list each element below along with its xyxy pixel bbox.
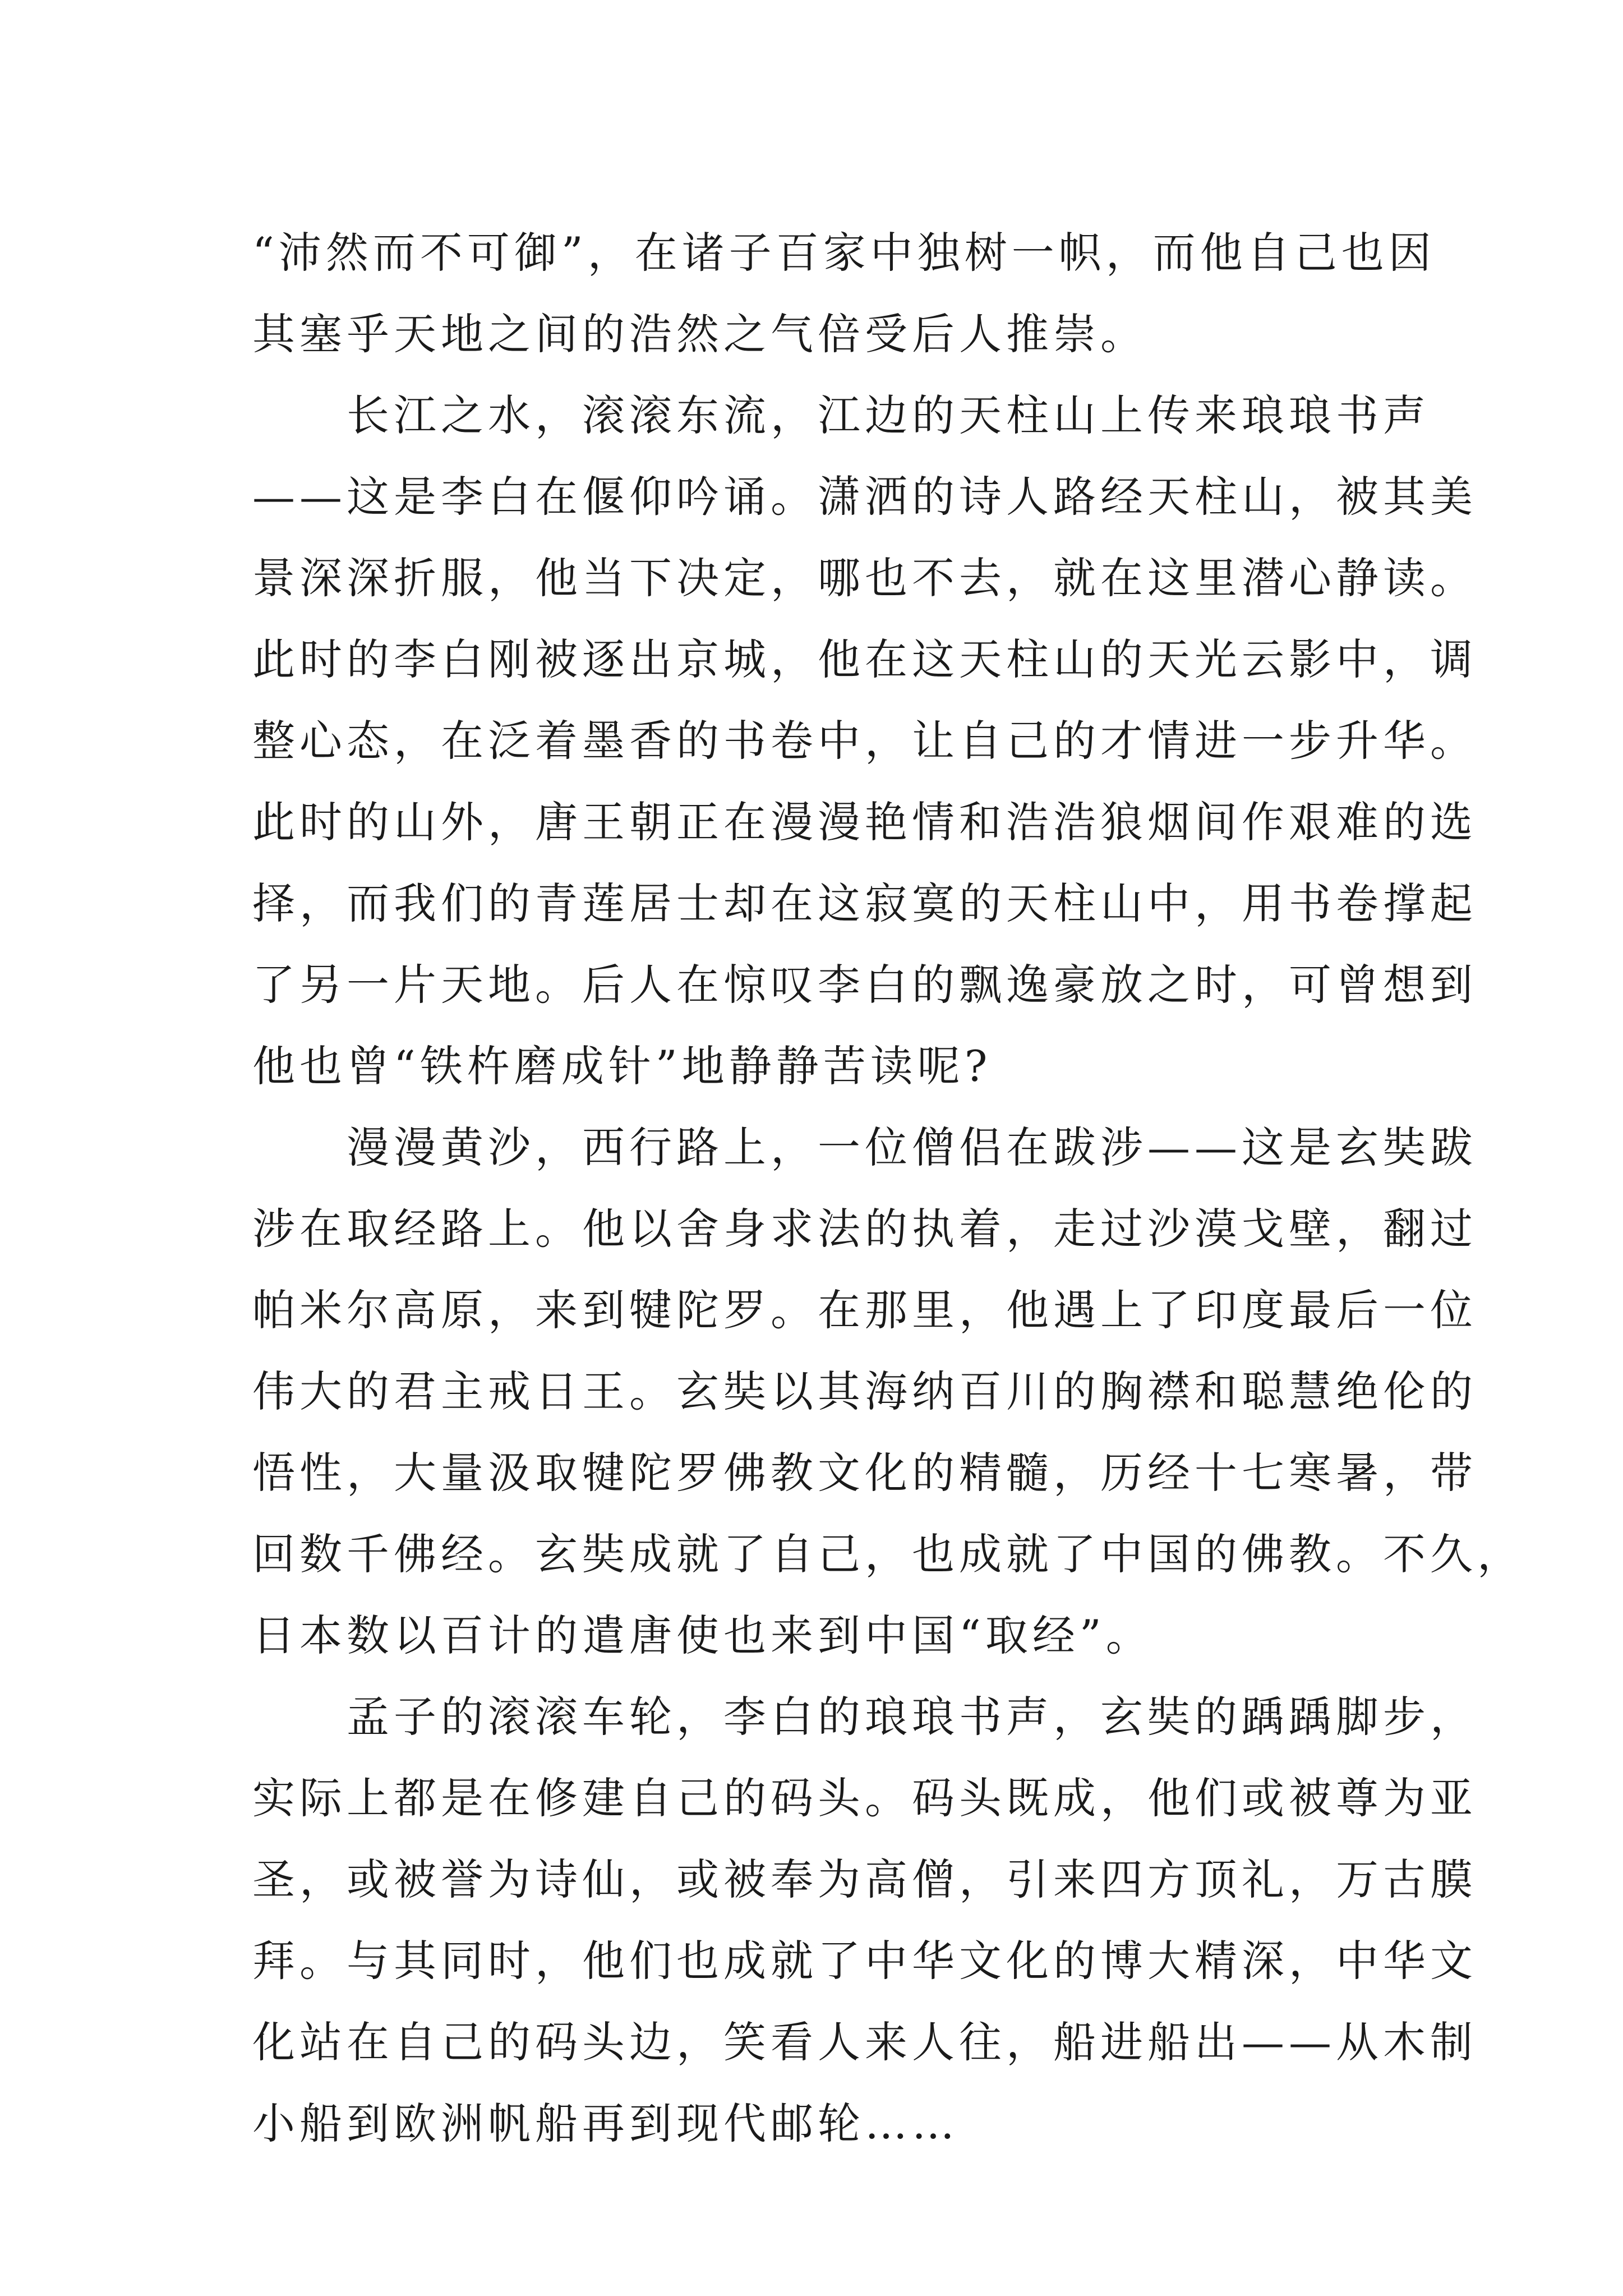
text-line: 整心态，在泛着墨香的书卷中，让自己的才情进一步升华。 (252, 716, 1477, 766)
text-line: 拜。与其同时，他们也成就了中华文化的博大精深，中华文 (252, 1936, 1477, 1986)
text-line: 圣，或被誉为诗仙，或被奉为高僧，引来四方顶礼，万古膜 (252, 1855, 1477, 1904)
text-line: 长江之水，滚滚东流，江边的天柱山上传来琅琅书声 (252, 390, 1430, 440)
text-line: 了另一片天地。后人在惊叹李白的飘逸豪放之时，可曾想到 (252, 960, 1477, 1010)
text-line: ——这是李白在偃仰吟诵。潇洒的诗人路经天柱山，被其美 (252, 472, 1477, 522)
text-line: 景深深折服，他当下决定，哪也不去，就在这里潜心静读。 (252, 553, 1477, 603)
text-line: 此时的山外，唐王朝正在漫漫艳情和浩浩狼烟间作艰难的选 (252, 797, 1477, 847)
text-line: 伟大的君主戒日王。玄奘以其海纳百川的胸襟和聪慧绝伦的 (252, 1366, 1477, 1416)
text-line: 悟性，大量汲取犍陀罗佛教文化的精髓，历经十七寒暑，带 (252, 1448, 1477, 1498)
text-line: 漫漫黄沙，西行路上，一位僧侣在跋涉——这是玄奘跋 (252, 1122, 1477, 1172)
text-line: 涉在取经路上。他以舍身求法的执着，走过沙漠戈壁，翻过 (252, 1204, 1477, 1254)
text-line: 孟子的滚滚车轮，李白的琅琅书声，玄奘的踽踽脚步， (252, 1692, 1477, 1742)
body-text (252, 212, 1524, 2164)
text-line: 帕米尔高原，来到犍陀罗。在那里，他遇上了印度最后一位 (252, 1285, 1477, 1335)
text-line: 回数千佛经。玄奘成就了自己，也成就了中国的佛教。不久， (252, 1529, 1524, 1579)
text-line: 日本数以百计的遣唐使也来到中国“取经”。 (252, 1611, 1153, 1660)
text-line: 其塞乎天地之间的浩然之气倍受后人推崇。 (252, 309, 1147, 359)
text-line: 化站在自己的码头边，笑看人来人往，船进船出——从木制 (252, 2017, 1477, 2067)
text-line: 小船到欧洲帆船再到现代邮轮…… (252, 2099, 959, 2148)
text-line: 择，而我们的青莲居士却在这寂寞的天柱山中，用书卷撑起 (252, 878, 1477, 928)
text-line: 此时的李白刚被逐出京城，他在这天柱山的天光云影中，调 (252, 634, 1477, 684)
text-line: “沛然而不可御”，在诸子百家中独树一帜，而他自己也因 (252, 228, 1436, 278)
text-line: 实际上都是在修建自己的码头。码头既成，他们或被尊为亚 (252, 1773, 1477, 1823)
text-line: 他也曾“铁杵磨成针”地静静苦读呢? (252, 1041, 992, 1091)
